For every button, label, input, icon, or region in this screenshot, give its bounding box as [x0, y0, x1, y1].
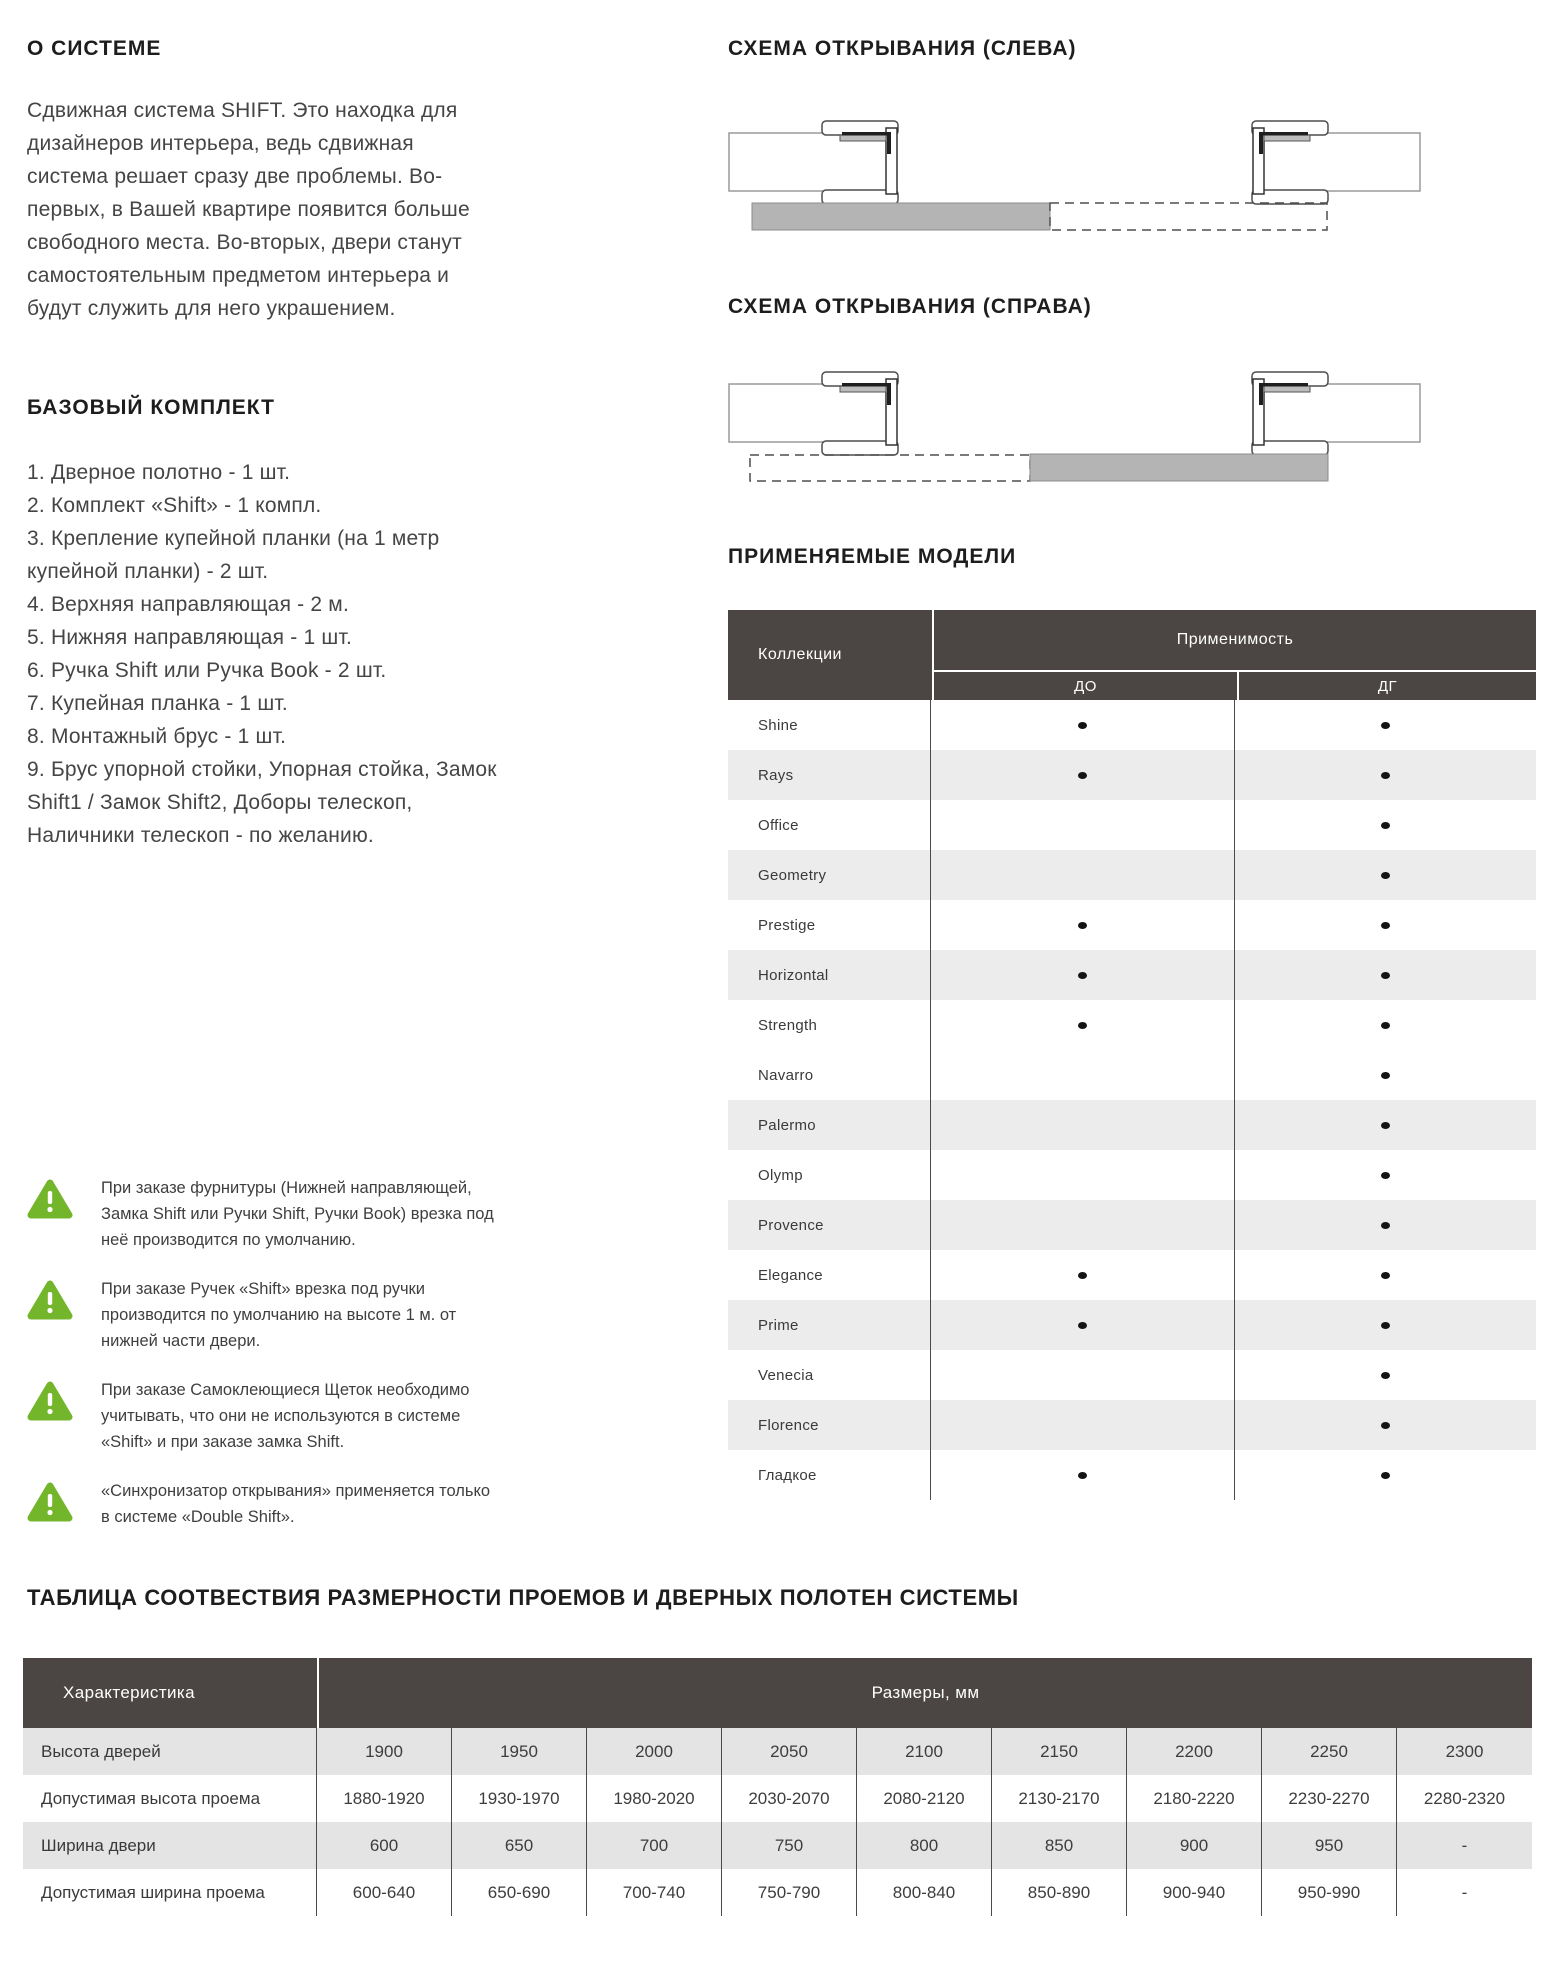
sizes-table-row [23, 1775, 1532, 1822]
dg-cell [1235, 1000, 1536, 1050]
models-table-row [728, 850, 1536, 900]
size-row-label: Ширина двери [23, 1822, 317, 1869]
warning-item [27, 1377, 503, 1455]
applicability-dot [1381, 872, 1390, 879]
size-value-cell: 700 [587, 1822, 722, 1869]
scheme-right-title: СХЕМА ОТКРЫВАНИЯ (СПРАВА) [728, 295, 1092, 318]
applicability-dot [1078, 922, 1087, 929]
applicability-dot [1381, 772, 1390, 779]
size-value-cell: 700-740 [587, 1869, 722, 1916]
models-table-header [728, 610, 1536, 700]
models-table-row [728, 950, 1536, 1000]
do-cell [931, 1000, 1235, 1050]
kit-item: 4. Верхняя направляющая - 2 м. [27, 593, 349, 616]
size-value-cell: 2080-2120 [857, 1775, 992, 1822]
applicability-dot [1078, 1322, 1087, 1329]
sizes-table-row [23, 1822, 1532, 1869]
size-value-cell: 600-640 [317, 1869, 452, 1916]
collection-name: Palermo [728, 1100, 931, 1150]
models-header-applicability: Применимость [934, 610, 1536, 670]
applicability-dot [1078, 1472, 1087, 1479]
do-cell [931, 800, 1235, 850]
applicability-dot [1381, 1022, 1390, 1029]
warning-icon [27, 1380, 73, 1422]
dg-cell [1235, 1300, 1536, 1350]
dg-cell [1235, 1100, 1536, 1150]
warning-text: При заказе Самоклеющиеся Щеток необходимо учитывать, что они не используются в системе «Shift» и при заказе замка Shift. [101, 1381, 470, 1451]
size-value-cell: 800-840 [857, 1869, 992, 1916]
applicability-dot [1078, 972, 1087, 979]
models-table-row [728, 1450, 1536, 1500]
sizes-table [23, 1658, 1532, 1916]
right-wall-jamb [1252, 121, 1420, 204]
sizes-table-body [23, 1728, 1532, 1916]
door-panel-open-position [1030, 454, 1328, 481]
models-table-row [728, 1050, 1536, 1100]
models-table-row [728, 1250, 1536, 1300]
warning-triangle-icon [27, 1380, 73, 1422]
do-cell [931, 1250, 1235, 1300]
do-cell [931, 1150, 1235, 1200]
about-body: Сдвижная система SHIFT. Это находка для дизайнеров интерьера, ведь сдвижная система решает сразу две проблемы. Во-первых, в Вашей квартире появится больше свободного места. Во-вторых, двери станут самостоятельным предметом интерьера и будут служить для него украшением. [27, 99, 470, 320]
models-table-row [728, 750, 1536, 800]
door-panel-ghost-position [750, 455, 1030, 481]
size-value-cell: 950-990 [1262, 1869, 1397, 1916]
size-value-cell: 2230-2270 [1262, 1775, 1397, 1822]
size-value-cell: 2050 [722, 1728, 857, 1775]
collection-name: Geometry [728, 850, 931, 900]
size-value-cell: 1930-1970 [452, 1775, 587, 1822]
size-value-cell: 2300 [1445, 1741, 1484, 1761]
collection-name: Florence [728, 1400, 931, 1450]
applicability-dot [1078, 722, 1087, 729]
collection-name: Provence [728, 1200, 931, 1250]
models-table-row [728, 1150, 1536, 1200]
dg-cell [1235, 1200, 1536, 1250]
dg-cell [1235, 1350, 1536, 1400]
size-row-label: Допустимая ширина проема [23, 1869, 317, 1916]
size-value-cell: 2100 [857, 1728, 992, 1775]
collection-name: Rays [728, 750, 931, 800]
opening-scheme-right-diagram [728, 359, 1552, 486]
collection-name: Prestige [728, 900, 931, 950]
do-cell [931, 1100, 1235, 1150]
dg-cell [1235, 1050, 1536, 1100]
kit-item: 5. Нижняя направляющая - 1 шт. [27, 626, 352, 649]
size-value-cell: 850 [992, 1822, 1127, 1869]
models-table-row [728, 1300, 1536, 1350]
dg-cell [1235, 1250, 1536, 1300]
sizes-table-header [23, 1658, 1532, 1728]
size-value-cell: 800 [857, 1822, 992, 1869]
applicability-dot [1381, 1222, 1390, 1229]
kit-item: 6. Ручка Shift или Ручка Book - 2 шт. [27, 659, 387, 682]
warning-icon [27, 1481, 73, 1523]
dg-cell [1235, 950, 1536, 1000]
dg-cell [1235, 1150, 1536, 1200]
door-panel-ghost-position [1050, 203, 1327, 230]
opening-scheme-left-diagram [728, 108, 1552, 235]
warning-item [27, 1478, 503, 1530]
kit-item: 2. Комплект «Shift» - 1 компл. [27, 494, 322, 517]
collection-name: Navarro [728, 1050, 931, 1100]
kit-item: 7. Купейная планка - 1 шт. [27, 692, 288, 715]
right-wall-jamb [1252, 372, 1420, 455]
do-cell [931, 1350, 1235, 1400]
size-value-cell: 850-890 [992, 1869, 1127, 1916]
kit-item: 1. Дверное полотно - 1 шт. [27, 461, 291, 484]
do-cell [931, 900, 1235, 950]
collection-name: Office [728, 800, 931, 850]
warning-triangle-icon [27, 1279, 73, 1321]
kit-item: 3. Крепление купейной планки (на 1 метр купейной планки) - 2 шт. [27, 527, 440, 583]
warning-triangle-icon [27, 1481, 73, 1523]
collection-name: Strength [728, 1000, 931, 1050]
models-header-collections: Коллекции [728, 610, 932, 700]
applicability-dot [1381, 1072, 1390, 1079]
models-table-row [728, 1000, 1536, 1050]
models-table-row [728, 1400, 1536, 1450]
models-table-row [728, 1200, 1536, 1250]
sizes-header-characteristic: Характеристика [23, 1658, 317, 1728]
size-value-cell: 950 [1262, 1822, 1397, 1869]
size-value-cell: 2000 [587, 1728, 722, 1775]
do-cell [931, 850, 1235, 900]
collection-name: Horizontal [728, 950, 931, 1000]
do-cell [931, 950, 1235, 1000]
dg-cell [1235, 750, 1536, 800]
applicability-dot [1381, 1272, 1390, 1279]
models-title: ПРИМЕНЯЕМЫЕ МОДЕЛИ [728, 545, 1017, 568]
do-cell [931, 750, 1235, 800]
size-value-cell: 750-790 [722, 1869, 857, 1916]
warning-triangle-icon [27, 1178, 73, 1220]
size-value-cell: 2130-2170 [992, 1775, 1127, 1822]
do-cell [931, 1200, 1235, 1250]
models-header-do: ДО [934, 672, 1237, 700]
size-value-cell: - [1461, 1882, 1468, 1902]
size-value-cell: 1880-1920 [317, 1775, 452, 1822]
size-value-cell: - [1461, 1835, 1468, 1855]
size-value-cell: 1950 [452, 1728, 587, 1775]
models-table-row [728, 1100, 1536, 1150]
warning-item [27, 1276, 503, 1354]
size-value-cell: 2250 [1262, 1728, 1397, 1775]
do-cell [931, 1450, 1235, 1500]
dg-cell [1235, 1450, 1536, 1500]
collection-name: Elegance [728, 1250, 931, 1300]
scheme-left-title: СХЕМА ОТКРЫВАНИЯ (СЛЕВА) [728, 37, 1077, 60]
models-table-body [728, 700, 1536, 1500]
size-value-cell: 1980-2020 [587, 1775, 722, 1822]
size-value-cell: 900-940 [1127, 1869, 1262, 1916]
size-value-cell: 2150 [992, 1728, 1127, 1775]
warnings-list [27, 1175, 503, 1553]
kit-item: 8. Монтажный брус - 1 шт. [27, 725, 287, 748]
size-value-cell: 650-690 [452, 1869, 587, 1916]
warning-icon [27, 1279, 73, 1321]
left-wall-jamb [729, 121, 898, 204]
applicability-dot [1381, 1372, 1390, 1379]
size-value-cell: 2280-2320 [1423, 1788, 1506, 1808]
kit-list [27, 456, 497, 852]
applicability-dot [1381, 972, 1390, 979]
about-title: О СИСТЕМЕ [27, 37, 162, 60]
dg-cell [1235, 700, 1536, 750]
sizes-table-row [23, 1728, 1532, 1775]
models-table-row [728, 800, 1536, 850]
sizes-title: ТАБЛИЦА СООТВЕСТВИЯ РАЗМЕРНОСТИ ПРОЕМОВ И ДВЕРНЫХ ПОЛОТЕН СИСТЕМЫ [27, 1585, 1019, 1610]
size-row-label: Допустимая высота проема [23, 1775, 317, 1822]
collection-name: Shine [728, 700, 931, 750]
door-panel-open-position [752, 203, 1050, 230]
applicability-dot [1381, 822, 1390, 829]
models-table-row [728, 900, 1536, 950]
applicability-dot [1381, 1322, 1390, 1329]
size-row-label: Высота дверей [23, 1728, 317, 1775]
dg-cell [1235, 800, 1536, 850]
applicability-dot [1381, 922, 1390, 929]
dg-cell [1235, 1400, 1536, 1450]
warning-text: «Синхронизатор открывания» применяется только в системе «Double Shift». [101, 1482, 491, 1526]
do-cell [931, 1400, 1235, 1450]
applicability-dot [1381, 722, 1390, 729]
dg-cell [1235, 900, 1536, 950]
applicability-dot [1381, 1472, 1390, 1479]
models-table-row [728, 700, 1536, 750]
models-table-row [728, 1350, 1536, 1400]
applicability-dot [1381, 1422, 1390, 1429]
models-header-dg: ДГ [1239, 672, 1536, 700]
kit-item: 9. Брус упорной стойки, Упорная стойка, Замок Shift1 / Замок Shift2, Доборы телескоп, Наличники телескоп - по желанию. [27, 758, 497, 847]
do-cell [931, 1050, 1235, 1100]
dg-cell [1235, 850, 1536, 900]
applicability-dot [1078, 1272, 1087, 1279]
size-value-cell: 2030-2070 [722, 1775, 857, 1822]
size-value-cell: 650 [452, 1822, 587, 1869]
collection-name: Olymp [728, 1150, 931, 1200]
applicability-dot [1381, 1122, 1390, 1129]
size-value-cell: 600 [317, 1822, 452, 1869]
size-value-cell: 1900 [317, 1728, 452, 1775]
size-value-cell: 900 [1127, 1822, 1262, 1869]
do-cell [931, 1300, 1235, 1350]
warning-icon [27, 1178, 73, 1220]
do-cell [931, 700, 1235, 750]
sizes-table-row [23, 1869, 1532, 1916]
applicability-dot [1078, 772, 1087, 779]
warning-item [27, 1175, 503, 1253]
size-value-cell: 2200 [1127, 1728, 1262, 1775]
collection-name: Venecia [728, 1350, 931, 1400]
collection-name: Prime [728, 1300, 931, 1350]
kit-title: БАЗОВЫЙ КОМПЛЕКТ [27, 396, 275, 419]
left-wall-jamb [729, 372, 898, 455]
size-value-cell: 2180-2220 [1127, 1775, 1262, 1822]
size-value-cell: 750 [722, 1822, 857, 1869]
applicability-dot [1078, 1022, 1087, 1029]
sizes-header-sizes: Размеры, мм [319, 1658, 1532, 1728]
applicability-dot [1381, 1172, 1390, 1179]
warning-text: При заказе Ручек «Shift» врезка под ручки производится по умолчанию на высоте 1 м. от нижней части двери. [101, 1280, 457, 1350]
collection-name: Гладкое [728, 1450, 931, 1500]
warning-text: При заказе фурнитуры (Нижней направляющей, Замка Shift или Ручки Shift, Ручки Book) врезка под неё производится по умолчанию. [101, 1179, 494, 1249]
models-table [728, 610, 1536, 1500]
